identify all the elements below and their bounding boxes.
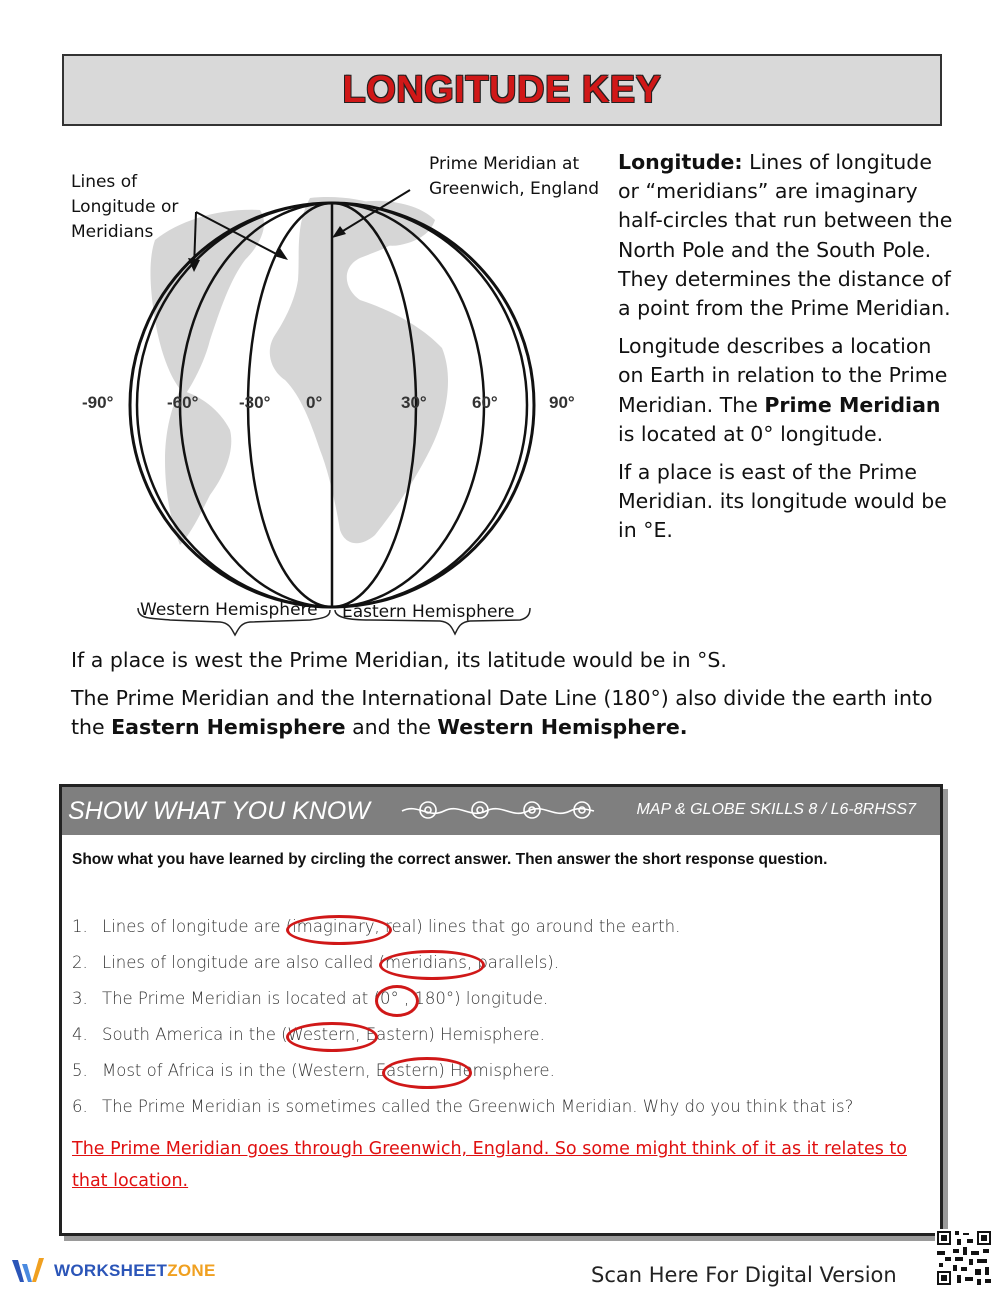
scan-caption: Scan Here For Digital Version bbox=[591, 1263, 897, 1287]
answer-circle bbox=[286, 1022, 378, 1052]
worksheet-zone-logo: WORKSHEETZONE bbox=[10, 1256, 216, 1286]
quiz-title: SHOW WHAT YOU KNOW bbox=[68, 796, 370, 825]
question-item: 2. Lines of longitude are also called (meridians, parallels). bbox=[72, 953, 559, 972]
west-paragraph: If a place is west the Prime Meridian, its latitude would be in °S. bbox=[71, 648, 727, 672]
continents-shape bbox=[270, 197, 448, 543]
flower-ornament-icon bbox=[398, 793, 598, 827]
prime-meridian-paragraph: Longitude describes a location on Earth in relation to the Prime Meridian. The Prime Meridian is located at 0° longitude. bbox=[618, 334, 948, 446]
answer-circle bbox=[286, 915, 392, 945]
date-line-paragraph: The Prime Meridian and the International Date Line (180°) also divide the earth into the Eastern Hemisphere and the Western Hemisphere. bbox=[71, 686, 933, 740]
page-title: LONGITUDE KEY bbox=[342, 68, 662, 111]
degree-label: 30° bbox=[401, 393, 427, 412]
degree-label: -90° bbox=[82, 393, 114, 412]
eastern-hemisphere-label: Eastern Hemisphere bbox=[342, 602, 515, 622]
degree-label: 90° bbox=[549, 393, 575, 412]
short-response-answer: The Prime Meridian goes through Greenwich, England. So some might think of it as it relates to that location. bbox=[72, 1139, 907, 1191]
qr-code-icon[interactable] bbox=[935, 1228, 993, 1288]
question-item: 1. Lines of longitude are (imaginary, real) lines that go around the earth. bbox=[72, 917, 681, 936]
title-box bbox=[62, 54, 942, 126]
show-what-you-know-box bbox=[59, 784, 943, 1236]
question-list bbox=[72, 917, 932, 1133]
question-item: 4. South America in the (Western, Eastern) Hemisphere. bbox=[72, 1025, 545, 1044]
prime-meridian-label: Prime Meridian at Greenwich, England bbox=[429, 154, 600, 199]
east-paragraph: If a place is east of the Prime Meridian. its longitude would be in °E. bbox=[618, 460, 947, 543]
globe-diagram bbox=[60, 150, 615, 640]
answer-circle bbox=[379, 950, 485, 980]
south-america-shape bbox=[165, 390, 231, 545]
western-hemisphere-label: Western Hemisphere bbox=[140, 600, 318, 620]
answer-circle bbox=[382, 1057, 472, 1089]
longitude-description bbox=[618, 148, 953, 555]
question-item: 5. Most of Africa is in the (Western, Eastern) Hemisphere. bbox=[72, 1061, 555, 1080]
degree-label: -60° bbox=[167, 393, 199, 412]
lines-of-longitude-label: Lines of Longitude or Meridians bbox=[71, 172, 179, 242]
answer-circle bbox=[375, 985, 419, 1017]
quiz-instructions: Show what you have learned by circling the correct answer. Then answer the short response question. bbox=[72, 851, 828, 868]
degree-label: 60° bbox=[472, 393, 498, 412]
quiz-header bbox=[62, 787, 940, 835]
degree-label: -30° bbox=[239, 393, 271, 412]
degree-label: 0° bbox=[306, 393, 323, 412]
worksheet-zone-logo-icon bbox=[10, 1256, 46, 1286]
question-item: 3. The Prime Meridian is located at (0° , 180°) longitude. bbox=[72, 989, 549, 1008]
hemisphere-text bbox=[71, 646, 951, 752]
standard-reference: MAP & GLOBE SKILLS 8 / L6-8RHSS7 bbox=[636, 801, 916, 818]
arrow-lines-2-head bbox=[274, 248, 288, 260]
question-item: 6. The Prime Meridian is sometimes called the Greenwich Meridian. Why do you think that is? bbox=[72, 1097, 854, 1116]
definition-paragraph: Longitude: Lines of longitude or “meridians” are imaginary half-circles that run between the North Pole and the South Pole. They determines the distance of a point from the Prime Meridian. bbox=[618, 150, 953, 321]
